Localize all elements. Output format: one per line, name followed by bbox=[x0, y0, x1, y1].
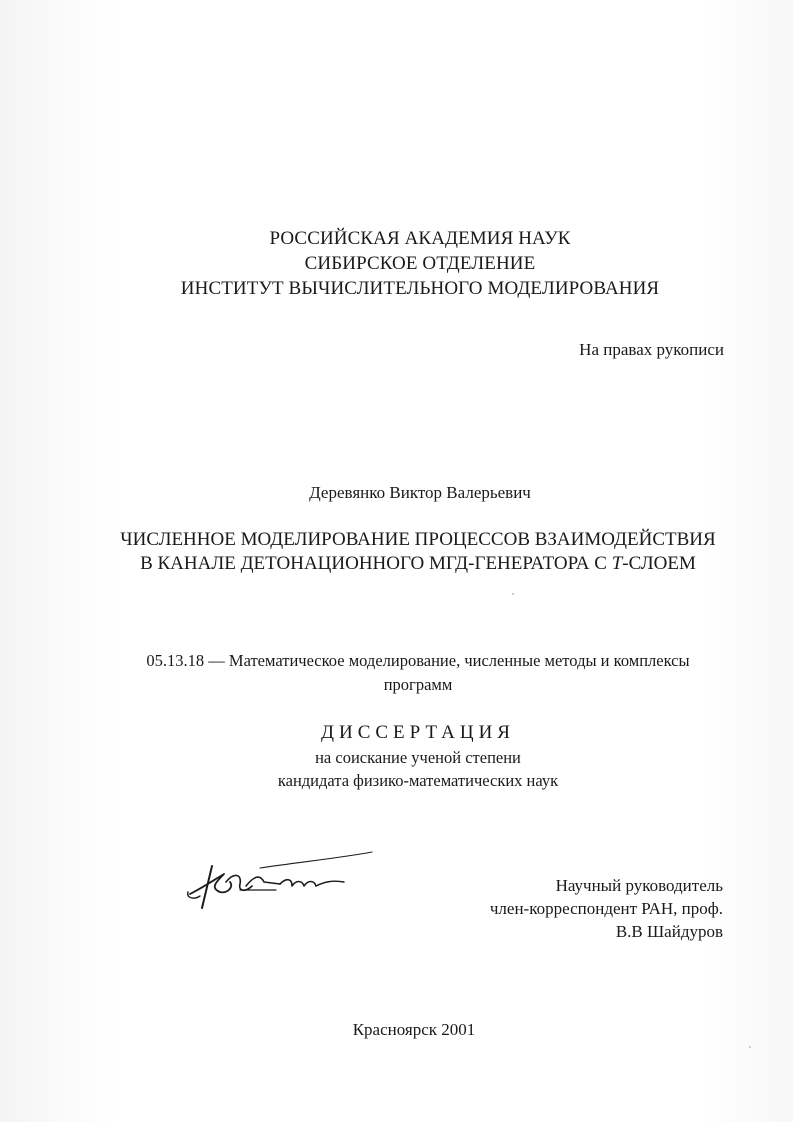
handwritten-signature bbox=[180, 846, 380, 916]
degree-line-2: кандидата физико-математических наук bbox=[277, 771, 559, 790]
specialty-line-2: программ bbox=[383, 675, 453, 694]
supervisor-block bbox=[490, 874, 723, 943]
dissertation-title bbox=[0, 528, 793, 576]
degree-statement bbox=[0, 719, 793, 792]
city-year: Красноярск 2001 bbox=[352, 1020, 476, 1039]
degree-heading: ДИССЕРТАЦИЯ bbox=[321, 722, 515, 743]
institution-header bbox=[0, 226, 793, 301]
title-line-2-suffix: -СЛОЕМ bbox=[622, 553, 696, 574]
supervisor-name: В.В Шайдуров bbox=[615, 922, 723, 941]
supervisor-role: Научный руководитель bbox=[555, 876, 723, 895]
institution-line-institute: ИНСТИТУТ ВЫЧИСЛИТЕЛЬНОГО МОДЕЛИРОВАНИЯ bbox=[180, 278, 660, 299]
author-name: Деревянко Виктор Валерьевич bbox=[309, 483, 531, 502]
title-layer-symbol: T bbox=[611, 553, 623, 574]
specialty-code bbox=[108, 649, 728, 697]
scan-speck bbox=[512, 593, 514, 595]
degree-line-1: на соискание ученой степени bbox=[315, 748, 521, 767]
supervisor-position: член-корреспондент РАН, проф. bbox=[489, 899, 723, 918]
rights-note: На правах рукописи bbox=[579, 340, 724, 359]
title-line-2 bbox=[0, 552, 793, 576]
scan-speck bbox=[749, 1046, 751, 1048]
title-line-2-prefix: В КАНАЛЕ ДЕТОНАЦИОННОГО МГД-ГЕНЕРАТОРА С bbox=[140, 553, 612, 574]
institution-line-branch: СИБИРСКОЕ ОТДЕЛЕНИЕ bbox=[304, 253, 536, 274]
institution-line-academy: РОССИЙСКАЯ АКАДЕМИЯ НАУК bbox=[269, 228, 571, 249]
title-line-1: ЧИСЛЕННОЕ МОДЕЛИРОВАНИЕ ПРОЦЕССОВ ВЗАИМОДЕЙСТВИЯ bbox=[120, 529, 716, 550]
specialty-line-1: 05.13.18 — Математическое моделирование, численные методы и комплексы bbox=[146, 651, 690, 670]
